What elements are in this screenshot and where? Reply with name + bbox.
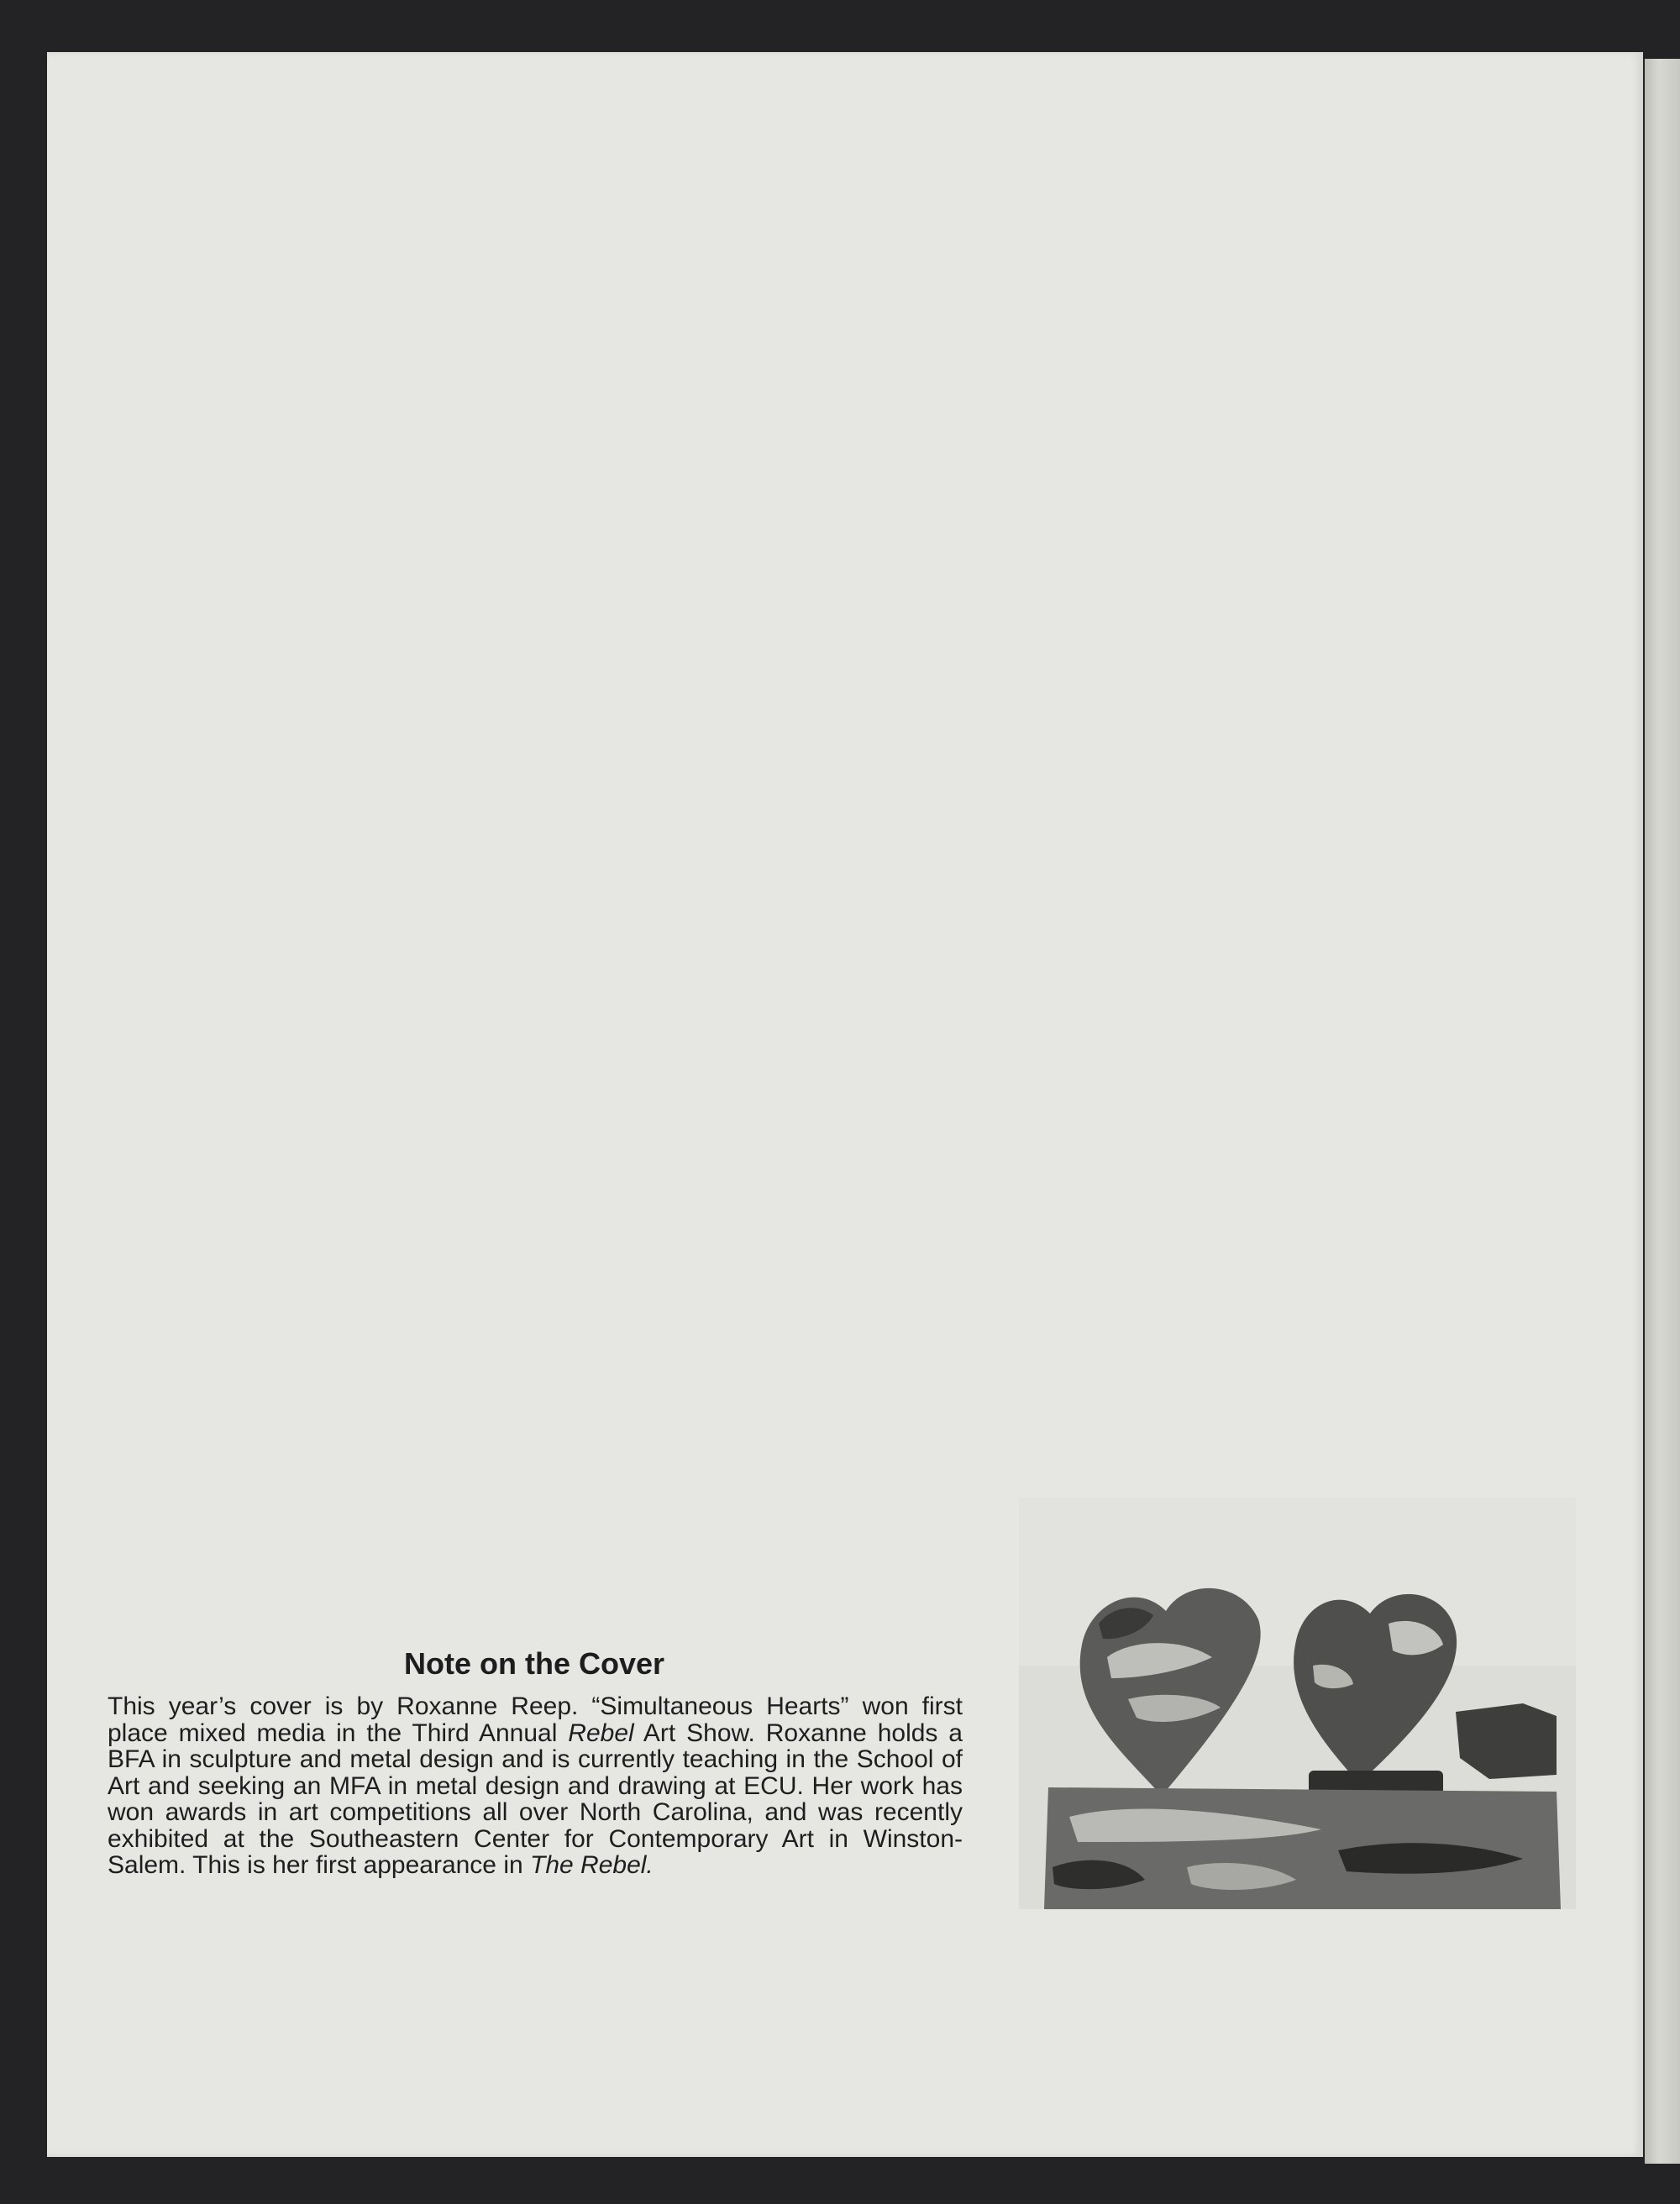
note-body-part-1: This year’s cover is by Roxanne Reep. “Simultaneous Hearts” won first place mixed media in the Third Annual — [108, 1692, 963, 1747]
the-rebel-italic: The Rebel. — [530, 1851, 654, 1879]
note-body-part-2: Art Show. Roxanne holds a BFA in sculpture and metal design and is currently teaching in the School of Art and seeking an MFA in metal design and drawing at ECU. Her work has won awards in art competitions all over North Carolina, and was recently exhibited at the Southeastern Center for Contemporary Art in Winston-Salem. This is her first appearance in — [108, 1719, 963, 1879]
note-title: Note on the Cover — [403, 1646, 665, 1681]
rebel-italic: Rebel — [568, 1719, 634, 1747]
cover-artwork-photo — [1019, 1498, 1576, 1909]
note-body — [108, 1693, 963, 1879]
artwork-base — [1044, 1787, 1561, 1909]
page-edge — [1645, 59, 1680, 2164]
